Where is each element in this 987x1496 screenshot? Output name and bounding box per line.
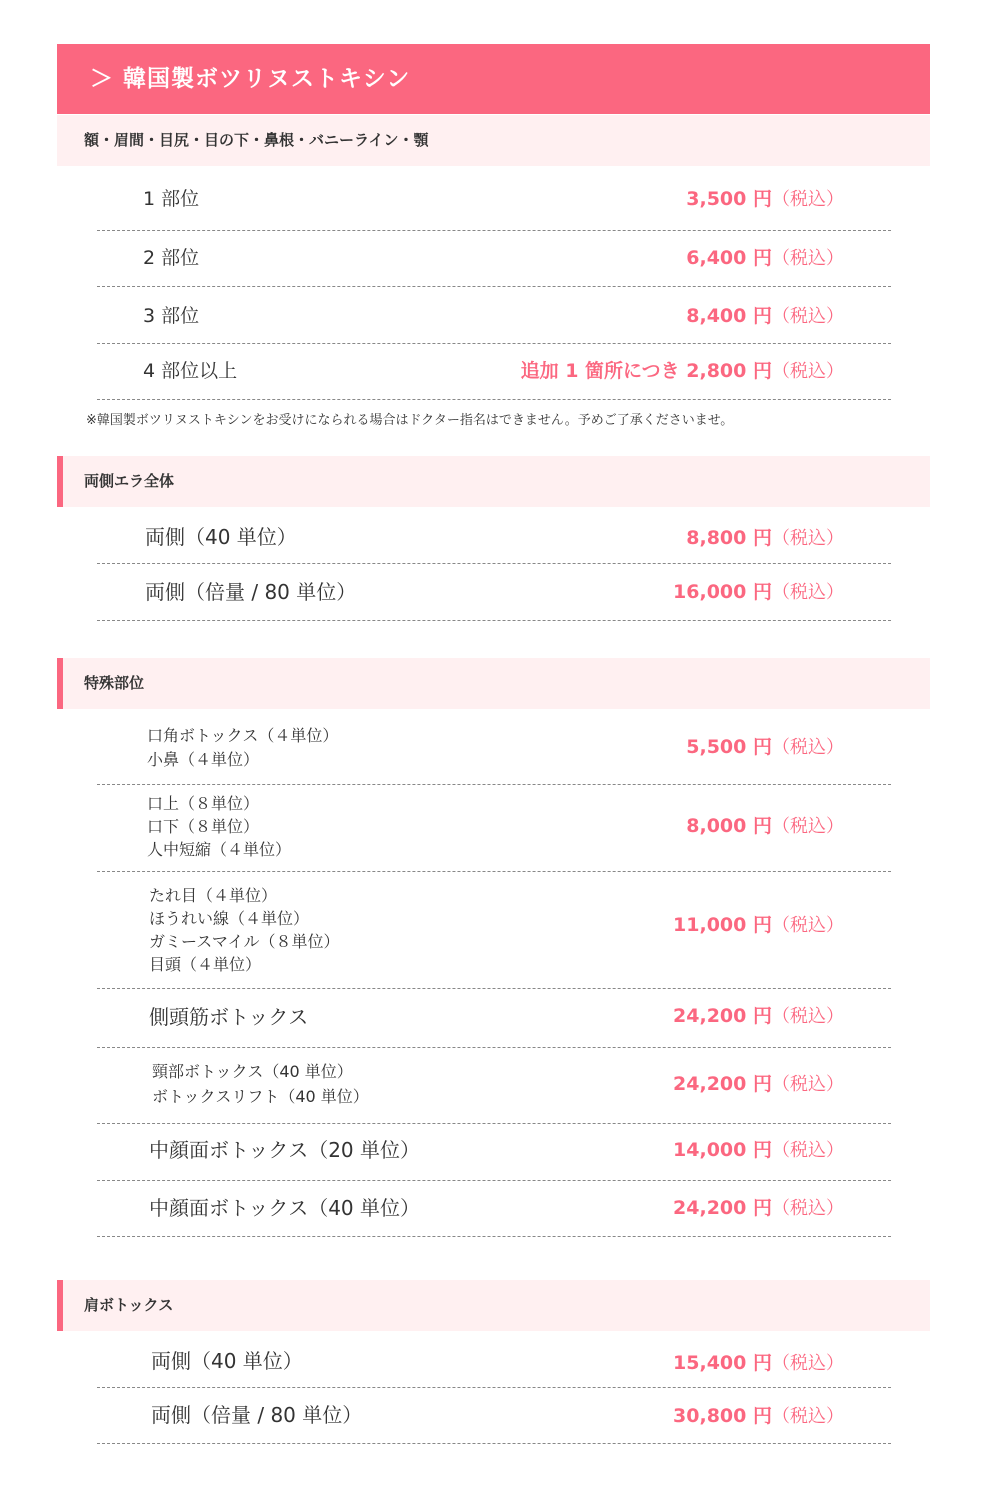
menu-item-label: 中顔面ボトックス（20 単位） (149, 1138, 421, 1162)
section-heading-box (57, 456, 930, 507)
menu-item-label: ボトックスリフト（40 単位） (152, 1087, 369, 1106)
menu-item-price: 8,400 円（税込） (686, 305, 844, 327)
section-accent-bar (57, 1280, 63, 1331)
menu-item-label: 1 部位 (143, 188, 200, 210)
menu-item-label: 両側（40 単位） (145, 525, 297, 549)
menu-item-price: 8,800 円（税込） (686, 527, 844, 549)
menu-item-label: 側頭筋ボトックス (149, 1005, 309, 1029)
section-heading-box (57, 658, 930, 709)
row-divider (97, 1047, 891, 1048)
section-heading: 両側エラ全体 (84, 472, 175, 490)
menu-item-label: 頸部ボトックス（40 単位） (152, 1062, 353, 1081)
menu-item-label: 口下（８単位） (147, 817, 260, 836)
section-heading: 額・眉間・目尻・目の下・鼻根・バニーライン・顎 (84, 131, 429, 149)
menu-item-label: 中顔面ボトックス（40 単位） (149, 1196, 421, 1220)
section-heading: 特殊部位 (84, 674, 145, 692)
menu-item-label: 人中短縮（４単位） (147, 840, 292, 859)
row-divider (97, 784, 891, 785)
price-table-title: ＞ 韓国製ボツリヌストキシン (90, 66, 411, 92)
menu-item-price: 24,200 円（税込） (673, 1005, 844, 1027)
row-divider (97, 1443, 891, 1444)
row-divider (97, 399, 891, 400)
row-divider (97, 343, 891, 344)
section-heading-box (57, 115, 930, 166)
menu-item-price: 追加 1 箇所につき 2,800 円（税込） (520, 360, 844, 382)
menu-item-label: 3 部位 (143, 305, 200, 327)
row-divider (97, 620, 891, 621)
menu-item-price: 3,500 円（税込） (686, 188, 844, 210)
menu-item-label: 両側（40 単位） (151, 1349, 303, 1373)
doctor-note: ※韓国製ボツリヌストキシンをお受けになられる場合はドクター指名はできません。予めご了承くださいませ。 (86, 413, 734, 428)
row-divider (97, 871, 891, 872)
menu-item-label: 2 部位 (143, 247, 200, 269)
menu-item-label: 口角ボトックス（４単位） (147, 726, 339, 745)
menu-item-price: 11,000 円（税込） (673, 914, 844, 936)
menu-item-label: 両側（倍量 / 80 単位） (151, 1403, 363, 1427)
row-divider (97, 1236, 891, 1237)
row-divider (97, 1387, 891, 1388)
row-divider (97, 988, 891, 989)
section-heading: 肩ボトックス (84, 1296, 174, 1314)
menu-item-label: 両側（倍量 / 80 単位） (145, 580, 357, 604)
section-accent-bar (57, 658, 63, 709)
menu-item-price: 16,000 円（税込） (673, 581, 844, 603)
menu-item-label: 目頭（４単位） (149, 955, 262, 974)
row-divider (97, 1123, 891, 1124)
menu-item-price: 15,400 円（税込） (673, 1352, 844, 1374)
section-heading-box (57, 1280, 930, 1331)
row-divider (97, 563, 891, 564)
row-divider (97, 286, 891, 287)
menu-item-price: 30,800 円（税込） (673, 1405, 844, 1427)
menu-item-label: 4 部位以上 (143, 360, 238, 382)
menu-item-label: 小鼻（４単位） (147, 750, 260, 769)
row-divider (97, 230, 891, 231)
menu-item-price: 24,200 円（税込） (673, 1197, 844, 1219)
menu-item-price: 6,400 円（税込） (686, 247, 844, 269)
menu-item-price: 5,500 円（税込） (686, 736, 844, 758)
menu-item-label: ほうれい線（４単位） (149, 909, 310, 928)
menu-item-label: たれ目（４単位） (149, 886, 278, 905)
menu-item-label: 口上（８単位） (147, 794, 260, 813)
menu-item-price: 8,000 円（税込） (686, 815, 844, 837)
menu-item-price: 24,200 円（税込） (673, 1073, 844, 1095)
row-divider (97, 1180, 891, 1181)
menu-item-price: 14,000 円（税込） (673, 1139, 844, 1161)
menu-item-label: ガミースマイル（８単位） (149, 932, 340, 951)
section-accent-bar (57, 456, 63, 507)
